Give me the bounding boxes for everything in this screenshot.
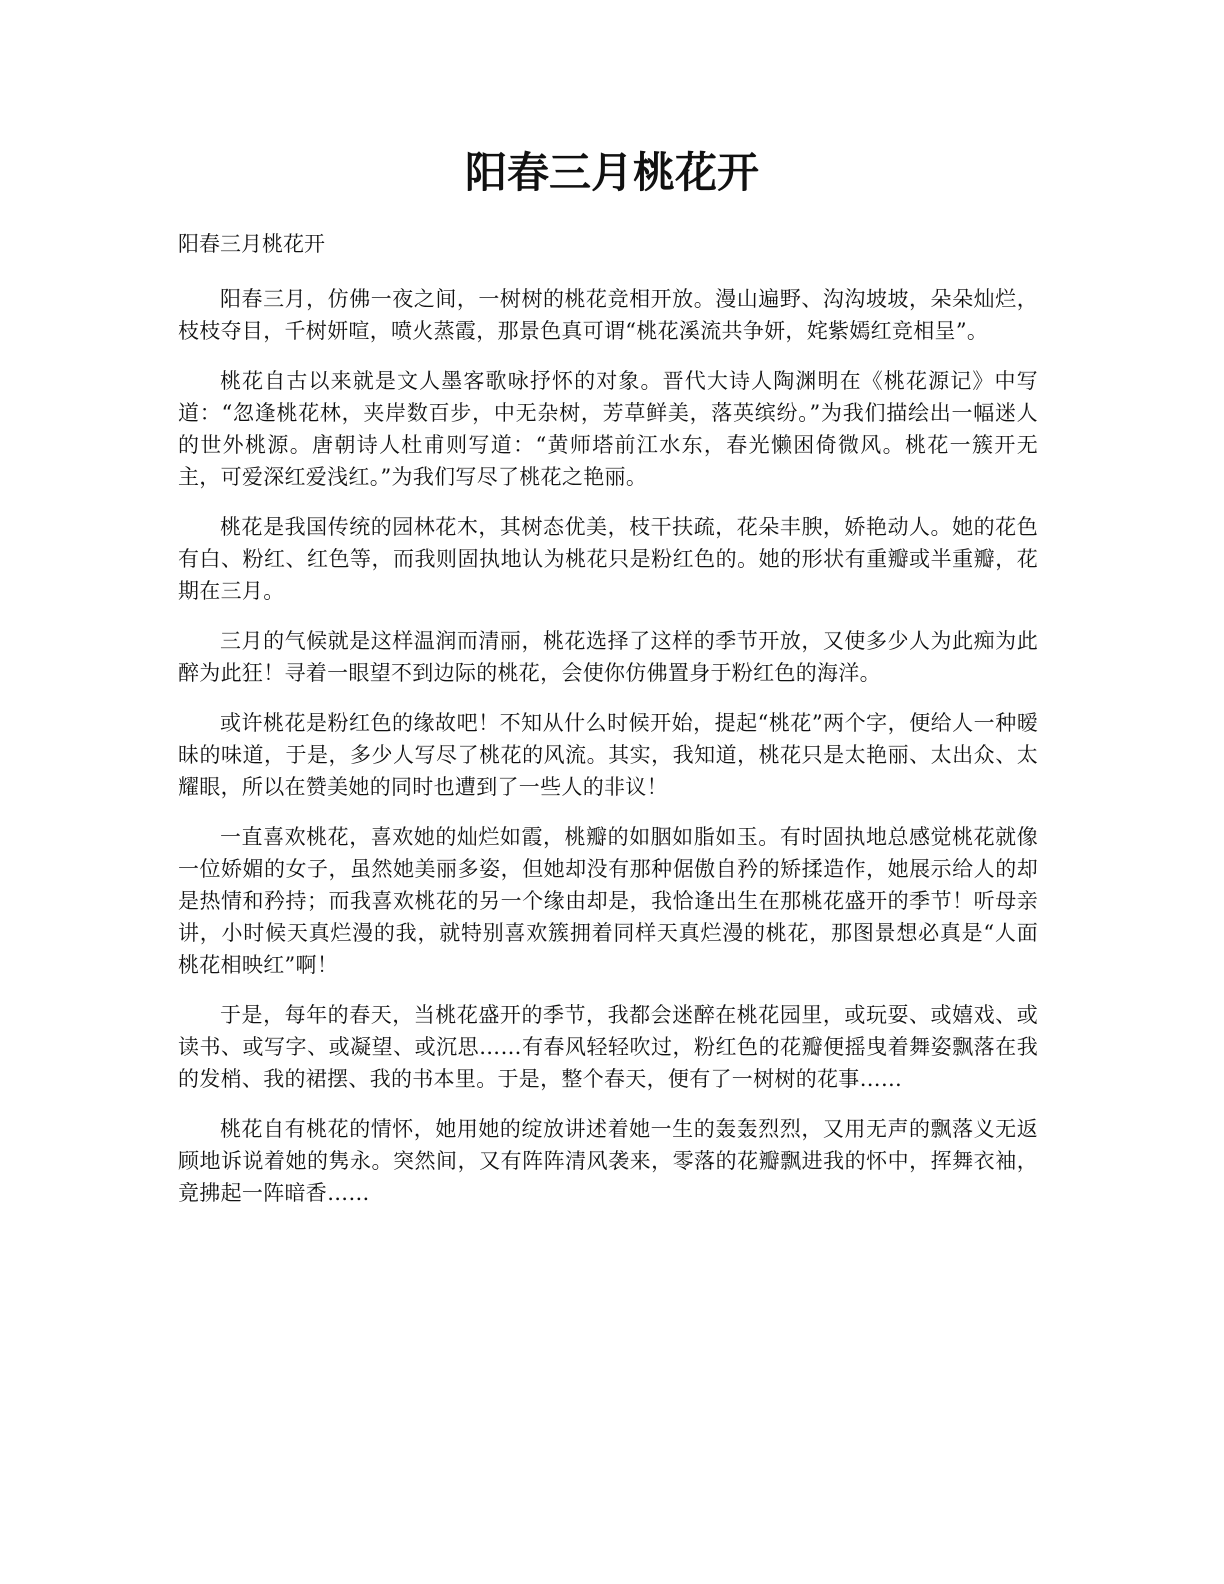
paragraph: 桃花自有桃花的情怀，她用她的绽放讲述着她一生的轰轰烈烈，又用无声的飘落义无返顾地诉说着她的隽永。突然间，又有阵阵清风袭来，零落的花瓣飘进我的怀中，挥舞衣袖，竟拂起一阵暗香…… bbox=[178, 1117, 1038, 1205]
paragraph: 三月的气候就是这样温润而清丽，桃花选择了这样的季节开放，又使多少人为此痴为此醉为此狂！寻着一眼望不到边际的桃花，会使你仿佛置身于粉红色的海洋。 bbox=[178, 629, 1038, 685]
paragraph: 一直喜欢桃花，喜欢她的灿烂如霞，桃瓣的如胭如脂如玉。有时固执地总感觉桃花就像一位娇媚的女子，虽然她美丽多姿，但她却没有那种倨傲自矜的矫揉造作，她展示给人的却是热情和矜持；而我喜欢桃花的另一个缘由却是，我恰逢出生在那桃花盛开的季节！听母亲讲，小时候天真烂漫的我，就特别喜欢簇拥着同样天真烂漫的桃花，那图景想必真是“人面桃花相映红”啊！ bbox=[178, 825, 1038, 977]
paragraph: 阳春三月，仿佛一夜之间，一树树的桃花竞相开放。漫山遍野、沟沟坡坡，朵朵灿烂，枝枝夺目，千树妍喧，喷火蒸霞，那景色真可谓“桃花溪流共争妍，姹紫嫣红竞相呈”。 bbox=[178, 287, 1038, 343]
paragraph: 或许桃花是粉红色的缘故吧！不知从什么时候开始，提起“桃花”两个字，便给人一种暧昧的味道，于是，多少人写尽了桃花的风流。其实，我知道，桃花只是太艳丽、太出众、太耀眼，所以在赞美她的同时也遭到了一些人的非议！ bbox=[178, 711, 1038, 799]
paragraph: 桃花自古以来就是文人墨客歌咏抒怀的对象。晋代大诗人陶渊明在《桃花源记》中写道：“忽逢桃花林，夹岸数百步，中无杂树，芳草鲜美，落英缤纷。”为我们描绘出一幅迷人的世外桃源。唐朝诗人杜甫则写道：“黄师塔前江水东，春光懒困倚微风。桃花一簇开无主，可爱深红爱浅红。”为我们写尽了桃花之艳丽。 bbox=[178, 369, 1038, 489]
paragraph: 于是，每年的春天，当桃花盛开的季节，我都会迷醉在桃花园里，或玩耍、或嬉戏、或读书、或写字、或凝望、或沉思……有春风轻轻吹过，粉红色的花瓣便摇曳着舞姿飘落在我的发梢、我的裙摆、我的书本里。于是，整个春天，便有了一树树的花事…… bbox=[178, 1003, 1038, 1091]
document-subtitle: 阳春三月桃花开 bbox=[178, 232, 325, 256]
document-body bbox=[178, 283, 1038, 1227]
paragraph: 桃花是我国传统的园林花木，其树态优美，枝干扶疏，花朵丰腴，娇艳动人。她的花色有白、粉红、红色等，而我则固执地认为桃花只是粉红色的。她的形状有重瓣或半重瓣，花期在三月。 bbox=[178, 515, 1038, 603]
document-title: 阳春三月桃花开 bbox=[464, 148, 759, 197]
